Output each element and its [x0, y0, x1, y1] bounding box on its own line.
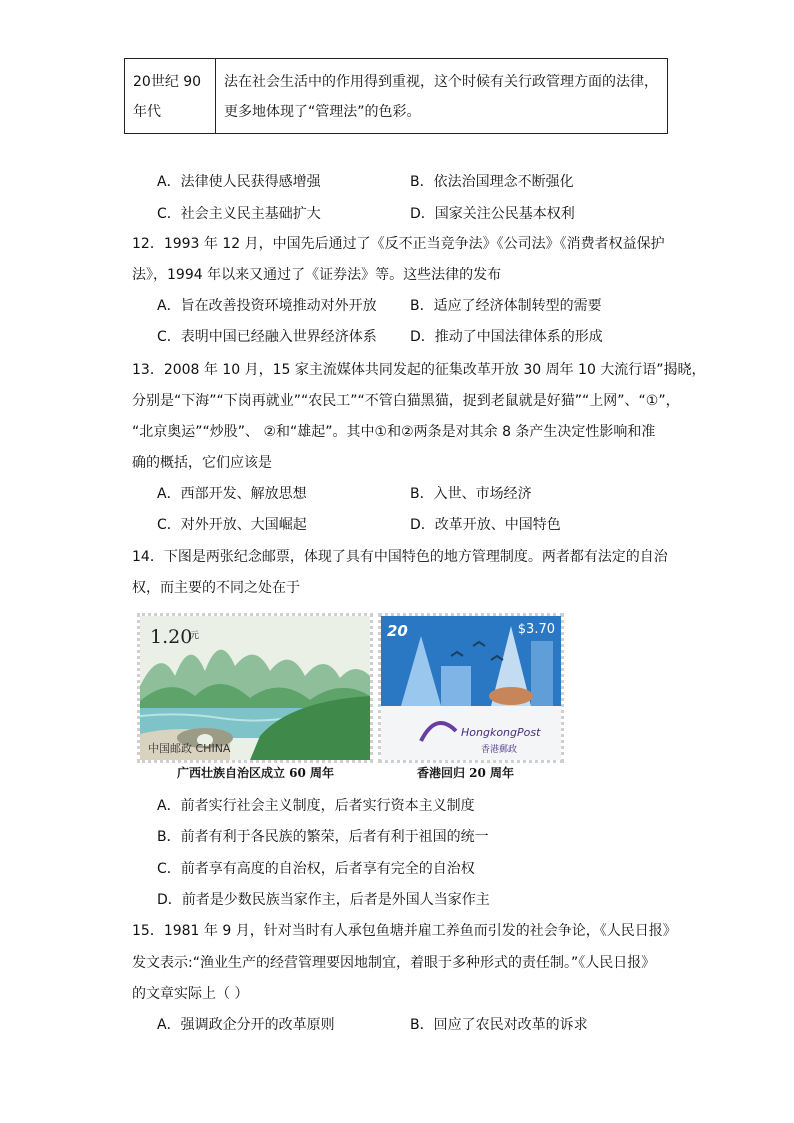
- q13-stem-line: 13．2008 年 10 月，15 家主流媒体共同发起的征集改革开放 30 周年 10 大流行语”揭晓，: [132, 362, 706, 378]
- q13-stem-line: 分别是“下海”“下岗再就业”“农民工”“不管白猫黑猫，捉到老鼠就是好猫”“上网”、“①”，: [132, 393, 680, 409]
- q14-stem-line: 权，而主要的不同之处在于: [132, 580, 300, 596]
- q13-option-d: D．改革开放、中国特色: [410, 517, 561, 533]
- table-cell-description: [216, 59, 667, 133]
- q15-stem-line: 15．1981 年 9 月，针对当时有人承包鱼塘并雇工养鱼而引发的社会争论，《人民日报》: [132, 923, 677, 939]
- table-cell-period: [125, 59, 216, 133]
- q11-option-d: D．国家关注公民基本权利: [410, 206, 575, 222]
- q13-option-a: A．西部开发、解放思想: [157, 486, 307, 502]
- q12-stem-line: 12．1993 年 12 月，中国先后通过了《反不正当竞争法》《公司法》《消费者权益保护: [132, 236, 665, 252]
- q11-option-c: C．社会主义民主基础扩大: [157, 206, 321, 222]
- q14-option-d: D．前者是少数民族当家作主，后者是外国人当家作主: [157, 892, 490, 908]
- q11-option-a: A．法律使人民获得感增强: [157, 174, 321, 190]
- q12-option-c: C．表明中国已经融入世界经济体系: [157, 329, 377, 345]
- description-line: 更多地体现了“管理法”的色彩。: [224, 104, 421, 120]
- stamp2-number: 20: [387, 622, 408, 640]
- q12-stem-line: 法》，1994 年以来又通过了《证券法》等。这些法律的发布: [132, 267, 502, 283]
- q14-stem-line: 14．下图是两张纪念邮票，体现了具有中国特色的地方管理制度。两者都有法定的自治: [132, 549, 668, 565]
- q12-option-d: D．推动了中国法律体系的形成: [410, 329, 603, 345]
- guangxi-stamp: [137, 613, 373, 763]
- q13-stem-line: “北京奥运”“炒股”、 ②和“雄起”。其中①和②两条是对其余 8 条产生决定性影响和准: [132, 424, 656, 440]
- q15-stem-line: 的文章实际上（ ）: [132, 986, 249, 1002]
- stamp2-brand: HongkongPost: [461, 726, 541, 739]
- q12-option-b: B．适应了经济体制转型的需要: [410, 298, 602, 314]
- stamp1-caption: 广西壮族自治区成立 60 周年: [177, 766, 335, 780]
- q15-option-a: A．强调政企分开的改革原则: [157, 1017, 335, 1033]
- q15-option-b: B．回应了农民对改革的诉求: [410, 1017, 588, 1033]
- stamp1-brand: 中国邮政 CHINA: [148, 742, 231, 755]
- q13-stem-line: 确的概括，它们应该是: [132, 455, 272, 471]
- stamp1-unit: 元: [190, 631, 200, 641]
- q14-option-b: B．前者有利于各民族的繁荣，后者有利于祖国的统一: [157, 829, 489, 845]
- hongkong-stamp: [378, 613, 564, 763]
- period-line: 年代: [133, 104, 161, 120]
- description-line: 法在社会生活中的作用得到重视，这个时候有关行政管理方面的法律，: [224, 74, 658, 90]
- stamp2-value: $3.70: [517, 622, 555, 637]
- stamps-figure: [137, 613, 564, 763]
- policy-table: [124, 58, 668, 134]
- q15-stem-line: 发文表示:“渔业生产的经营管理要因地制宜，着眼于多种形式的责任制。”《人民日报》: [132, 955, 656, 971]
- q13-option-b: B．入世、市场经济: [410, 486, 532, 502]
- q13-option-c: C．对外开放、大国崛起: [157, 517, 307, 533]
- q14-option-c: C．前者享有高度的自治权，后者享有完全的自治权: [157, 861, 475, 877]
- stamp2-brand-cn: 香港郵政: [481, 745, 518, 755]
- stamp2-caption: 香港回归 20 周年: [417, 766, 515, 780]
- stamp1-value: 1.20: [150, 626, 193, 648]
- q14-option-a: A．前者实行社会主义制度，后者实行资本主义制度: [157, 798, 475, 814]
- period-line: 20世纪 90: [133, 74, 202, 90]
- q12-option-a: A．旨在改善投资环境推动对外开放: [157, 298, 377, 314]
- q11-option-b: B．依法治国理念不断强化: [410, 174, 574, 190]
